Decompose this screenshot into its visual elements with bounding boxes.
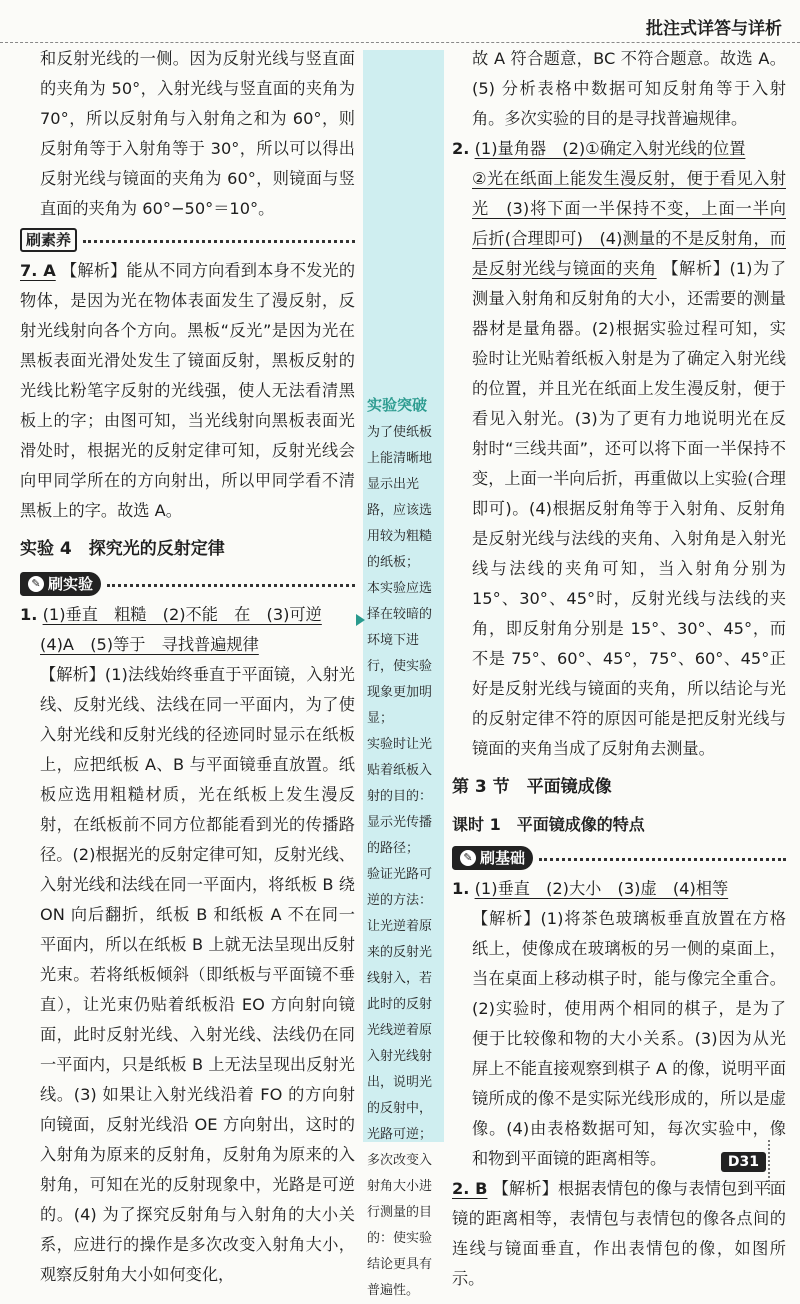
sidebar-note: 验证光路可逆的方法：让光逆着原来的反射光线射入，若此时的反射光线逆着原入射光线射出，说明光的反射中，光路可逆； (367, 867, 433, 1142)
question-number: 2. (452, 139, 470, 158)
question-explanation: 【解析】根据表情包的像与表情包到平面镜的距离相等，表情包与表情包的像各点间的连线与镜面垂直，作出表情包的像，如图所示。 (452, 1179, 786, 1288)
badge-label-box (20, 572, 101, 596)
section-heading: 实验 4 探究光的反射定律 (20, 539, 225, 559)
sidebar-notes (367, 392, 441, 1304)
answer-line: (1)垂直 粗糙 (2)不能 在 (3)可逆 (42, 605, 322, 624)
badge-basics (452, 846, 786, 870)
header-title: 批注式详答与详析 (646, 19, 782, 39)
right-paragraph: 故 A 符合题意，BC 不符合题意。故选 A。(5) 分析表格中数据可知反射角等于入射角。多次实验的目的是寻找普遍规律。 (472, 49, 786, 128)
right-column (452, 44, 786, 1294)
question-1-explanation: 【解析】(1)法线始终垂直于平面镜，入射光线、反射光线、法线在同一平面内，为了使入射光线和反射光线的径迹同时显示在纸板上，应把纸板 A、B 与平面镜垂直放置。纸板应选用粗糙材质，光在纸板上发生漫反射，在纸板前不同方位都能看到光的传播路径。(2)根据光的反射定律可知，反射光线、入射光线和法线在同一平面内，将纸板 B 绕 ON 向后翻折，纸板 B 和纸板 A 不在同一平面内，所以在纸板 B 上就无法呈现出反射光束。若将纸板倾斜（即纸板与平面镜不垂直），让光束仍贴着纸板沿 EO 方向射向镜面，此时反射光线、入射光线、法线仍在同一平面内，只是纸板 B 上无法呈现出反射光线。(3) 如果让入射光线沿着 FO 的方向射向镜面，反射光线沿 OE 方向射出，这时的入射角为原来的反射角，反射角为原来的入射角，可知在光的反射现象中，光路是可逆的。(4) 为了探究反射角与入射角的大小关系，应进行的操作是多次改变入射角大小，观察反射角大小如何变化， (40, 665, 355, 1284)
question-1-answer (20, 600, 355, 630)
question-2-answer-2 (452, 164, 786, 764)
sidebar-note: 本实验应选择在较暗的环境下进行，使实验现象更加明显； (367, 581, 433, 726)
question-1-answer-2 (20, 630, 355, 660)
question-number: 1. (452, 879, 470, 898)
sidebar-note: 为了使纸板上能清晰地显示出光路，应该选用较为粗糙的纸板； (367, 425, 433, 570)
dotted-rule (539, 858, 786, 861)
sidebar-pointer-icon (356, 614, 365, 626)
badge-sushuyang (20, 228, 355, 252)
pen-icon: ✎ (28, 576, 44, 592)
page-number: D31 (721, 1152, 766, 1172)
sidebar-note: 多次改变入射角大小进行测量的目的：使实验结论更具有普遍性。 (367, 1153, 433, 1298)
badge-label: 刷实验 (48, 575, 94, 593)
section-heading: 第 3 节 平面镜成像 (452, 777, 612, 797)
left-column (20, 44, 355, 1290)
header-divider (0, 42, 800, 43)
badge-experiment (20, 572, 355, 596)
answer-line: (1)垂直 (2)大小 (3)虚 (4)相等 (474, 879, 729, 898)
basics-question-2 (452, 1174, 786, 1294)
badge-label: 刷基础 (480, 849, 526, 867)
badge-label: 刷素养 (20, 228, 77, 252)
question-explanation: 【解析】能从不同方向看到本身不发光的物体，是因为光在物体表面发生了漫反射，反射光线射向各个方向。黑板“反光”是因为光在黑板表面光滑处发生了镜面反射，黑板反射的光线比粉笔字反射的光线强，使人无法看清黑板上的字；由图可知，当光线射向黑板表面光滑处时，根据光的反射定律可知，反射光线会向甲同学所在的方向射出，所以甲同学看不清黑板上的字。故选 A。 (20, 261, 356, 520)
sidebar-note: 实验时让光贴着纸板入射的目的：显示光传播的路径； (367, 737, 433, 856)
question-number: 2. B (452, 1179, 488, 1198)
subsection-heading: 课时 1 平面镜成像的特点 (452, 815, 645, 834)
basics-question-1-explanation: 【解析】(1)将茶色玻璃板垂直放置在方格纸上，使像成在玻璃板的另一侧的桌面上，当在桌面上移动棋子时，能与像完全重合。(2)实验时，使用两个相同的棋子，是为了便于比较像和物的大小关系。(3)因为从光屏上不能直接观察到棋子 A 的像，说明平面镜所成的像不是实际光线形成的，所以是虚像。(4)由表格数据可知，每次实验中，像和物到平面镜的距离相等。 (472, 909, 786, 1168)
badge-label-box (452, 846, 533, 870)
question-7 (20, 256, 355, 526)
sidebar-title: 实验突破 (367, 396, 428, 414)
pen-icon: ✎ (460, 850, 476, 866)
page-edge-dots (768, 1140, 800, 1194)
left-paragraph: 和反射光线的一侧。因为反射光线与竖直面的夹角为 50°，入射光线与竖直面的夹角为 70°，所以反射角与入射角之和为 60°，则反射角等于入射角等于 30°，所以可以得出反射光线与镜面的夹角为 60°，则镜面与竖直面的夹角为 60°−50°＝10°。 (40, 49, 355, 218)
answer-line: (1)量角器 (2)①确定入射光线的位置 (474, 139, 746, 158)
dotted-rule (83, 240, 355, 243)
question-number: 7. A (20, 261, 56, 280)
answer-line: (4)A (5)等于 寻找普遍规律 (40, 635, 259, 654)
answer-line: ②光在纸面上能发生漫反射，便于看见入射光 (3)将下面一半保持不变，上面一半向后折(合理即可) (4)测量的不是反射角，而是反射光线与镜面的夹角 (472, 169, 786, 278)
question-number: 1. (20, 605, 38, 624)
dotted-rule (107, 584, 355, 587)
basics-question-1-answer (452, 874, 786, 904)
question-2-answer (452, 134, 786, 164)
question-explanation: 【解析】(1)为了测量入射角和反射角的大小，还需要的测量器材是量角器。(2)根据实验过程可知，实验时让光贴着纸板入射是为了确定入射光线的位置，并且光在纸面上发生漫反射，便于看见入射光。(3)为了更有力地说明光在反射时“三线共面”，还可以将下面一半保持不变，上面一半向后折，再重做以上实验(合理即可)。(4)根据反射角等于入射角、反射角是反射光线与法线的夹角、入射角是入射光线与法线的夹角可知，当入射角分别为 15°、30°、45°时，反射光线与法线的夹角，即反射角分别是 15°、30°、45°，而不是 75°、60°、45°，75°、60°、45°正好是反射光线与镜面的夹角，所以结论与光的反射定律不符的原因可能是把反射光线与镜面的夹角当成了反射角去测量。 (472, 259, 787, 758)
